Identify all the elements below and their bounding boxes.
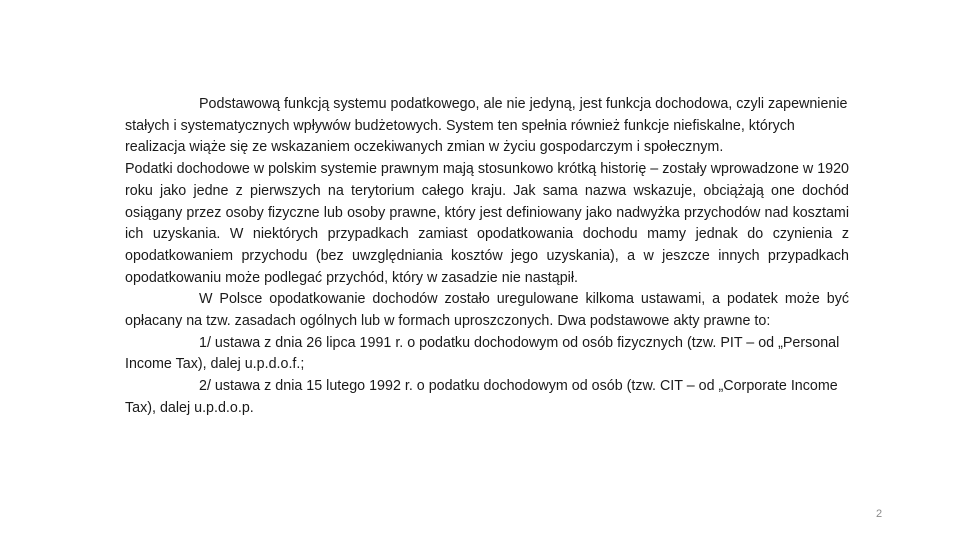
- body-text: [125, 94, 849, 420]
- paragraph-income-tax-history: Podatki dochodowe w polskim systemie prawnym mają stosunkowo krótką historię – zostały wprowadzone w 1920 roku jako jedne z pierwszych na terytorium całego kraju. Jak sama nazwa wskazuje, obciążają one dochód osiągany przez osoby fizyczne lub osoby prawne, który jest definiowany jako nadwyżka przychodów nad kosztami ich uzyskania. W niektórych przypadkach zamiast opodatkowania dochodu mamy jednak do czynienia z opodatkowaniem przychodu (bez uwzględniania kosztów jego uzyskania), a w jeszcze innych przypadkach opodatkowaniu może podlegać przychód, który w zasadzie nie nastąpił.: [125, 161, 849, 286]
- paragraph-pit-act: 1/ ustawa z dnia 26 lipca 1991 r. o podatku dochodowym od osób fizycznych (tzw. PIT – od „Personal Income Tax), dalej u.p.d.o.f.;: [125, 334, 840, 373]
- paragraph-cit-act: 2/ ustawa z dnia 15 lutego 1992 r. o podatku dochodowym od osób (tzw. CIT – od „Corporate Income Tax), dalej u.p.d.o.p.: [125, 378, 838, 416]
- paragraph-regulation: W Polsce opodatkowanie dochodów zostało uregulowane kilkoma ustawami, a podatek może być opłacany na tzw. zasadach ogólnych lub w formach uproszczonych. Dwa podstawowe akty prawne to:: [125, 291, 849, 330]
- paragraph-tax-function: Podstawową funkcją systemu podatkowego, ale nie jedyną, jest funkcja dochodowa, czyli zapewnienie stałych i systematycznych wpływów budżetowych. System ten spełnia również funkcje niefiskalne, których realizacja wiąże się ze wskazaniem oczekiwanych zmian w życiu gospodarczym i społecznym.: [125, 96, 848, 156]
- page-number: 2: [876, 508, 883, 520]
